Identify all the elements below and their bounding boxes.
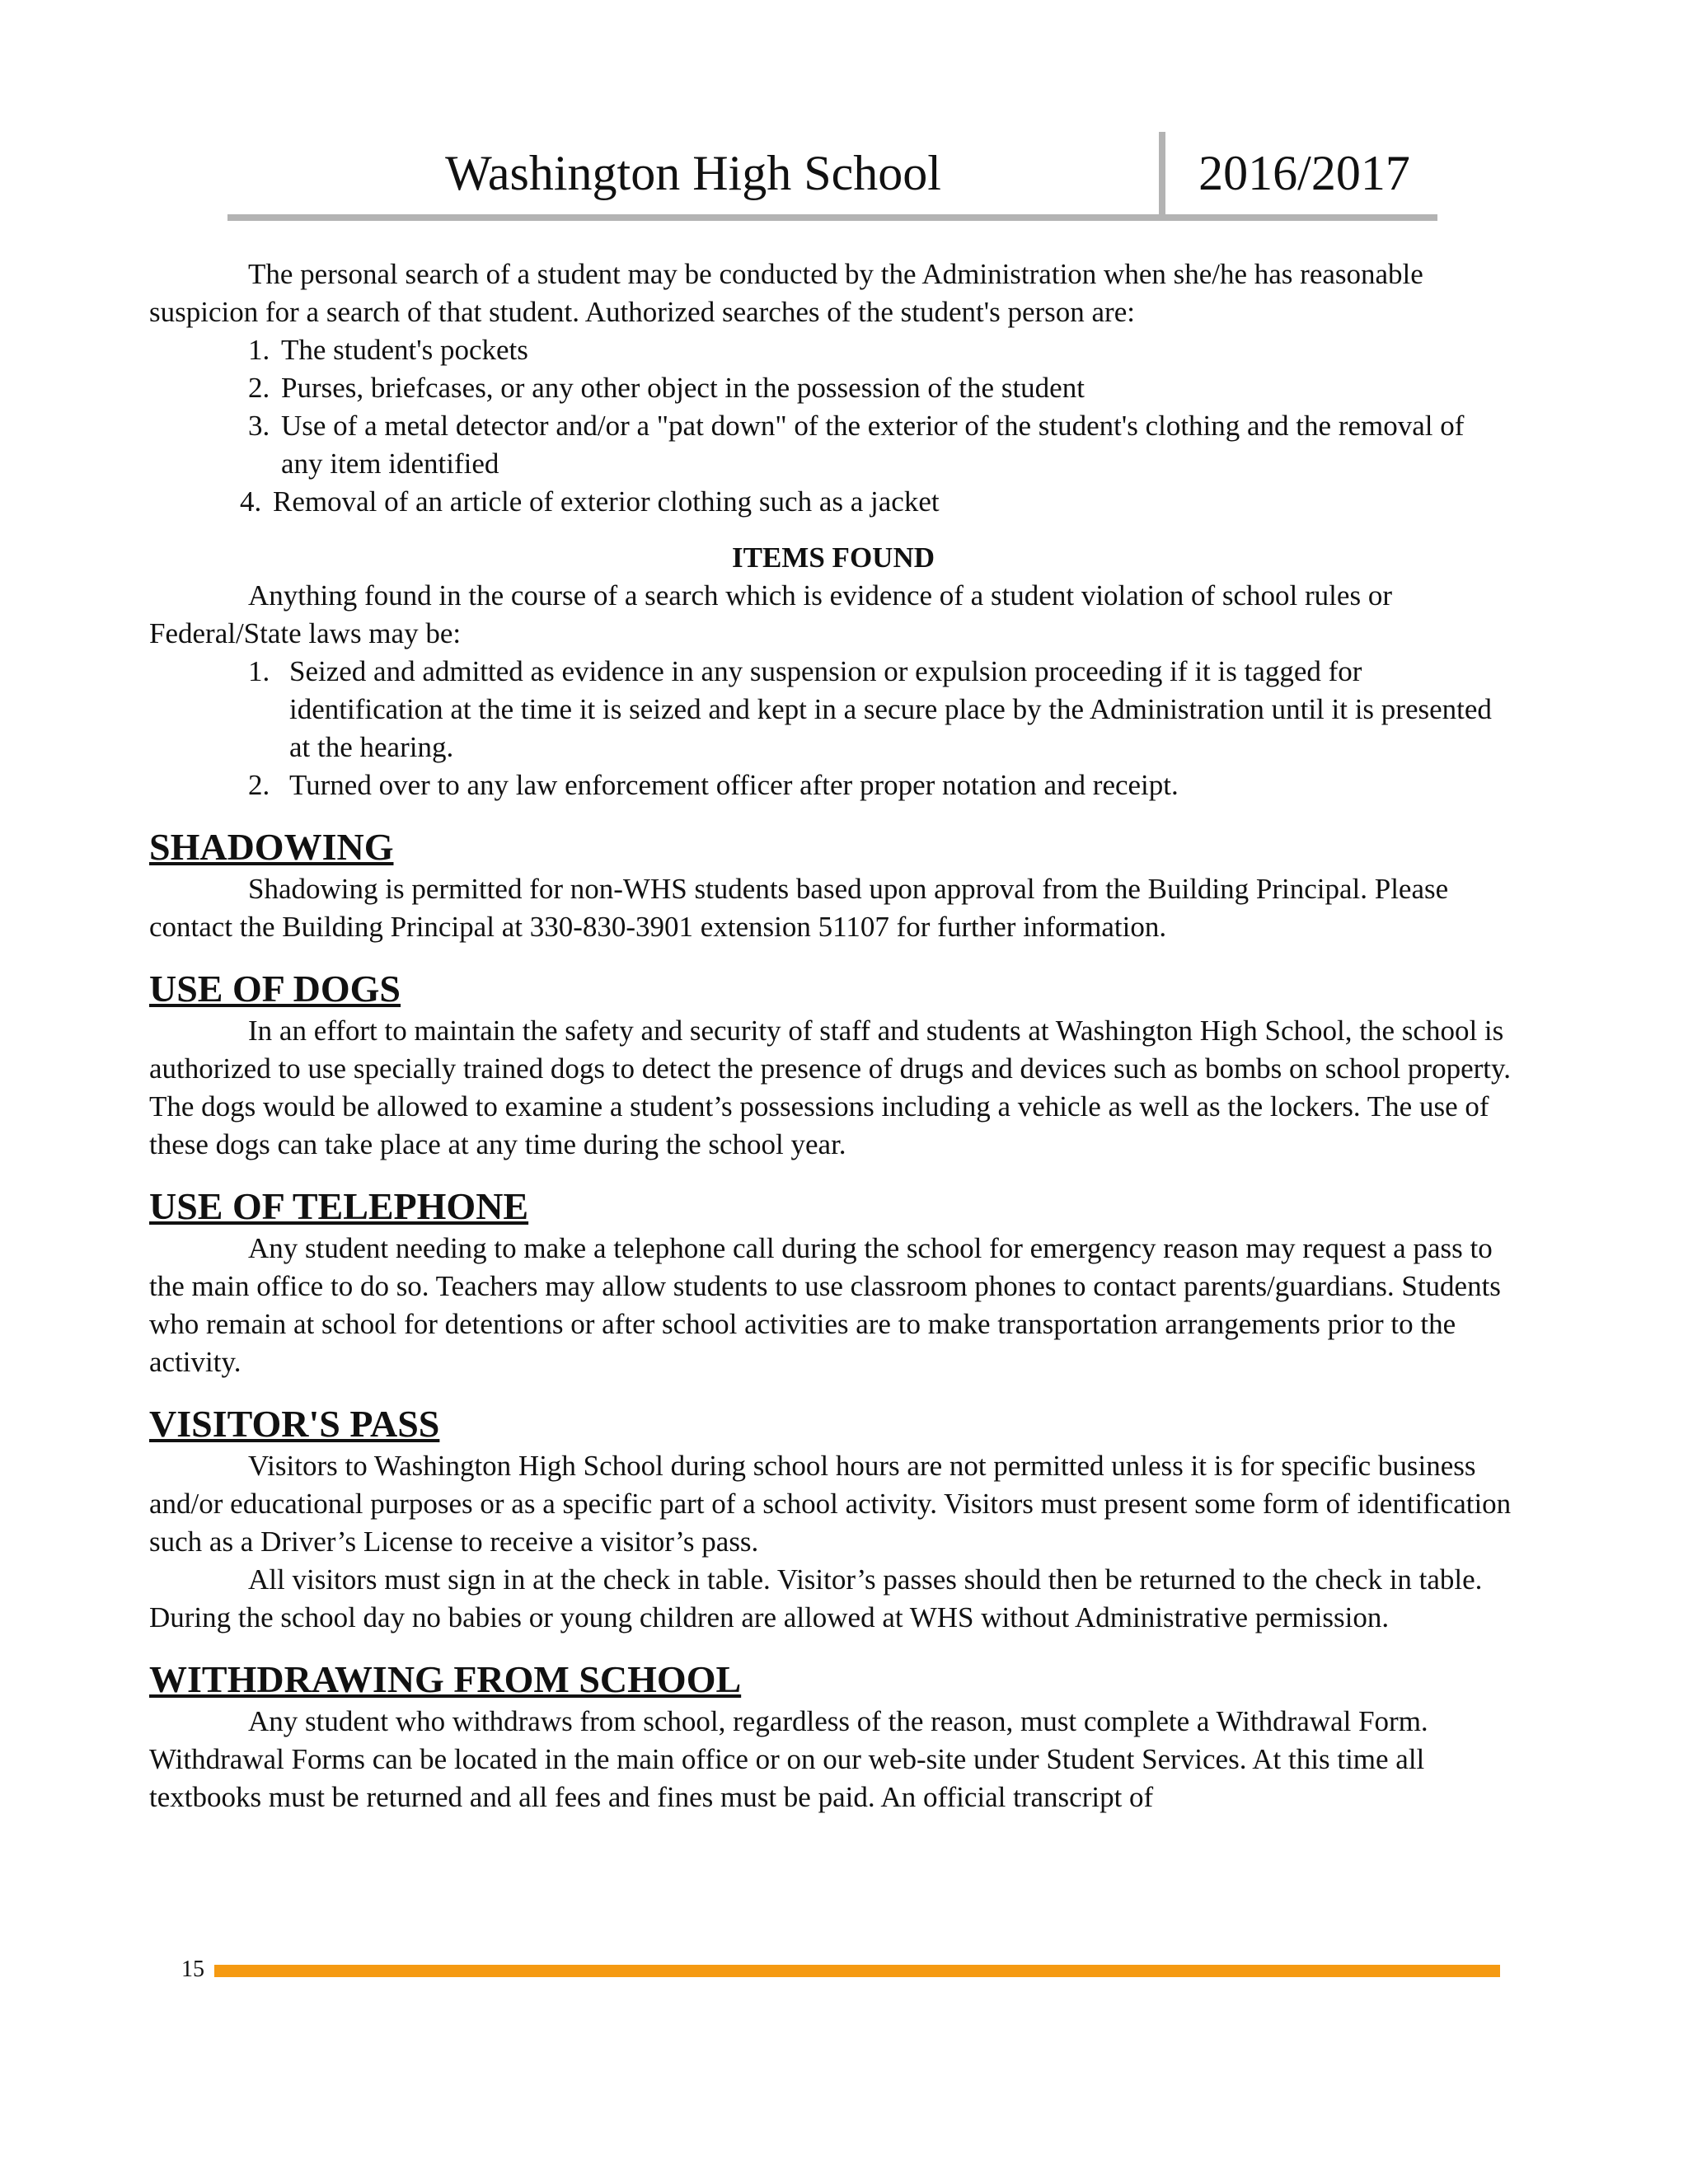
visitors-heading: VISITOR'S PASS [149,1403,440,1445]
items-found-list [149,653,1517,804]
list-number: 4. [240,485,262,518]
withdrawing-text: Any student who withdraws from school, regardless of the reason, must complete a Withdrawal Form. Withdrawal Forms can be located in the main office or on our web-site under Student Services. At this time all textbooks must be returned and all fees and fines must be paid. An official transcript of [149,1705,1428,1813]
shadowing-heading: SHADOWING [149,826,394,868]
list-text: Removal of an article of exterior clothing such as a jacket [273,485,940,518]
visitors-text-2: All visitors must sign in at the check in table. Visitor’s passes should then be returned to the check in table. During the school day no babies or young children are allowed at WHS without Administrative permission. [149,1563,1483,1633]
items-found-heading: ITEMS FOUND [732,541,935,574]
search-list [149,331,1517,521]
dogs-text: In an effort to maintain the safety and security of staff and students at Washington High School, the school is authorized to use specially trained dogs to detect the presence of drugs and devices such as bombs on school property. The dogs would be allowed to examine a student’s possessions including a vehicle as well as the lockers. The use of these dogs can take place at any time during the school year. [149,1015,1511,1160]
school-year: 2016/2017 [1198,146,1410,200]
page-content [149,255,1517,1816]
visitors-text: Visitors to Washington High School during school hours are not permitted unless it is for specific business and/or educational purposes or as a specific part of a school activity. Visitors must present some form of identification such as a Driver’s License to receive a visitor’s pass. [149,1450,1512,1558]
items-found-intro: Anything found in the course of a search which is evidence of a student violation of school rules or Federal/State laws may be: [149,579,1392,649]
header-divider [1159,132,1165,219]
list-number: 1. [248,334,270,366]
list-text: Turned over to any law enforcement officer after proper notation and receipt. [289,769,1179,801]
shadowing-text: Shadowing is permitted for non-WHS students based upon approval from the Building Principal. Please contact the Building Principal at 330-830-3901 extension 51107 for further information. [149,873,1449,943]
list-item [149,653,1517,766]
withdrawing-heading: WITHDRAWING FROM SCHOOL [149,1658,742,1700]
list-number: 2. [248,372,270,404]
footer-bar [214,1965,1500,1977]
list-item [149,766,1517,804]
school-name: Washington High School [445,146,941,200]
list-item [149,369,1517,407]
list-item [149,483,1517,521]
list-text: Purses, briefcases, or any other object in the possession of the student [281,372,1085,404]
list-item [149,331,1517,369]
telephone-text: Any student needing to make a telephone call during the school for emergency reason may request a pass to the main office to do so. Teachers may allow students to use classroom phones to contact parents/guardians. Students who remain at school for detentions or after school activities are to make transportation arrangements prior to the activity. [149,1232,1501,1378]
page-number: 15 [181,1957,204,1982]
header-rule [227,214,1437,221]
list-text: Seized and admitted as evidence in any suspension or expulsion proceeding if it is tagged for identification at the time it is seized and kept in a secure place by the Administration until it is presented at the hearing. [289,655,1492,763]
list-number: 3. [248,410,270,442]
list-text: Use of a metal detector and/or a "pat down" of the exterior of the student's clothing and the removal of any item identified [281,410,1465,480]
page-footer [181,1955,1500,1985]
list-text: The student's pockets [281,334,528,366]
telephone-heading: USE OF TELEPHONE [149,1185,529,1227]
list-number: 2. [248,769,270,801]
list-item [149,407,1517,483]
search-intro: The personal search of a student may be conducted by the Administration when she/he has reasonable suspicion for a search of that student. Authorized searches of the student's person are: [149,258,1423,328]
page-header [227,132,1437,223]
list-number: 1. [248,655,270,687]
dogs-heading: USE OF DOGS [149,968,401,1010]
